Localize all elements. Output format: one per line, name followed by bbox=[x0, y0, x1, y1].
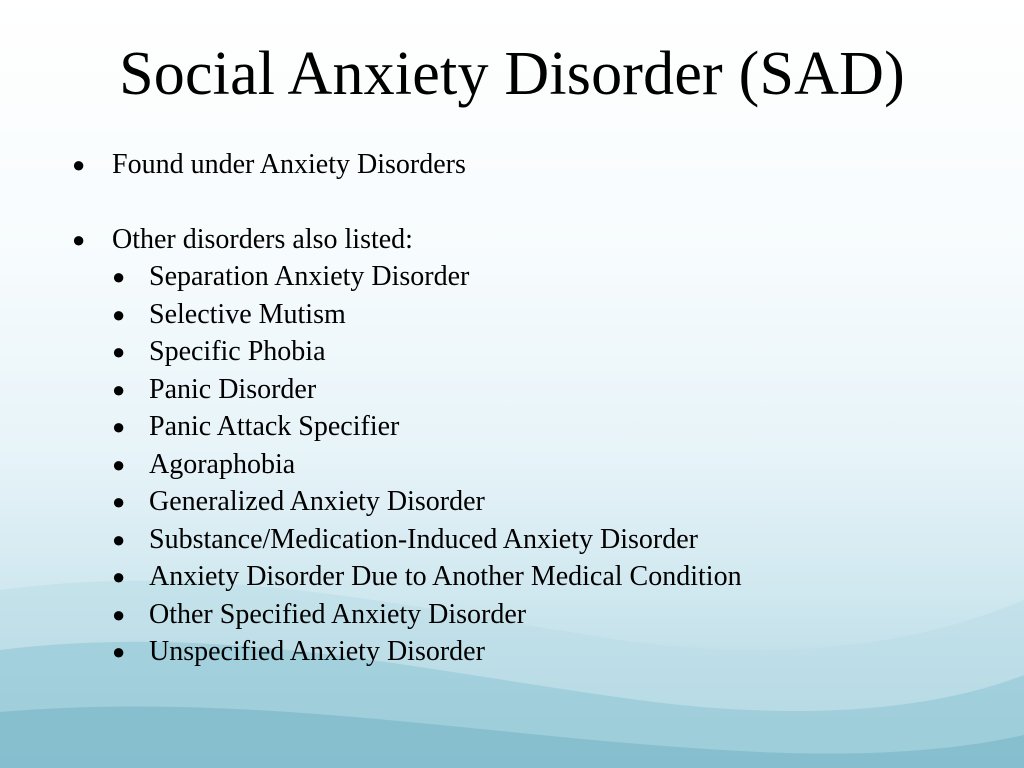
bullet-icon: ● bbox=[112, 264, 126, 289]
bullet-icon: ● bbox=[112, 564, 126, 589]
sub-list-item bbox=[72, 633, 972, 671]
sub-list-item-text: Agoraphobia bbox=[149, 448, 296, 480]
sub-list-item bbox=[72, 446, 972, 484]
sub-list-item bbox=[72, 558, 972, 596]
sub-list-item bbox=[72, 596, 972, 634]
sub-list-item bbox=[72, 483, 972, 521]
spacer bbox=[72, 184, 972, 221]
sub-list-item-text: Unspecified Anxiety Disorder bbox=[149, 636, 485, 667]
sub-list-item bbox=[72, 371, 972, 409]
sub-list-item-text: Panic Attack Specifier bbox=[149, 411, 400, 442]
slide-title: Social Anxiety Disorder (SAD) bbox=[119, 40, 905, 108]
bullet-list bbox=[72, 146, 972, 671]
bullet-icon: ● bbox=[112, 526, 126, 552]
sub-list-item bbox=[72, 258, 972, 296]
sub-list-item bbox=[72, 521, 972, 559]
sub-list-item-text: Panic Disorder bbox=[149, 373, 317, 405]
sub-list-item-text: Other Specified Anxiety Disorder bbox=[149, 598, 527, 630]
list-item-text: Found under Anxiety Disorders bbox=[112, 149, 466, 180]
bullet-icon: ● bbox=[112, 451, 126, 477]
list-item bbox=[72, 146, 972, 184]
bullet-icon: ● bbox=[112, 601, 126, 627]
bullet-icon: ● bbox=[72, 226, 86, 252]
sub-list-item-text: Selective Mutism bbox=[149, 298, 346, 330]
sub-list-item bbox=[72, 408, 972, 446]
bullet-icon: ● bbox=[112, 376, 126, 402]
sub-list-item-text: Specific Phobia bbox=[149, 336, 326, 367]
bullet-icon: ● bbox=[112, 301, 126, 327]
sub-list-item bbox=[72, 296, 972, 334]
bullet-icon: ● bbox=[112, 339, 126, 364]
bullet-icon: ● bbox=[112, 639, 126, 664]
sub-list-item-text: Anxiety Disorder Due to Another Medical Condition bbox=[149, 561, 742, 592]
sub-list-item bbox=[72, 333, 972, 371]
sub-list-item-text: Substance/Medication-Induced Anxiety Disorder bbox=[149, 523, 698, 555]
bullet-icon: ● bbox=[112, 489, 126, 514]
sub-list-item-text: Separation Anxiety Disorder bbox=[149, 261, 470, 292]
bullet-icon: ● bbox=[112, 414, 126, 439]
bullet-icon: ● bbox=[72, 152, 86, 177]
list-item bbox=[72, 221, 972, 259]
list-item-text: Other disorders also listed: bbox=[112, 223, 413, 255]
sub-list-item-text: Generalized Anxiety Disorder bbox=[149, 486, 485, 517]
